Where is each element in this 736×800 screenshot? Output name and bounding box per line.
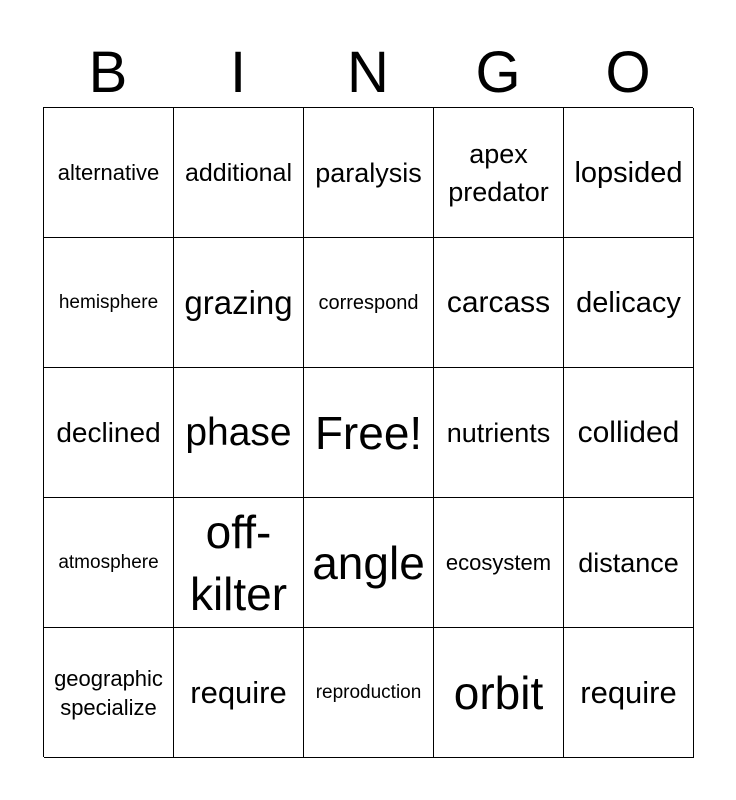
- cell-word: additional: [184, 158, 293, 187]
- bingo-cell-r4-c1[interactable]: [44, 498, 174, 628]
- cell-word: lopsided: [574, 156, 683, 189]
- cell-word: require: [190, 674, 287, 710]
- cell-word: nutrients: [446, 417, 551, 448]
- cell-word: collided: [577, 415, 680, 449]
- header-letter-n: N: [347, 40, 389, 105]
- bingo-cell-r2-c4[interactable]: [434, 238, 564, 368]
- header-letter-g: G: [475, 40, 521, 105]
- cell-word: carcass: [446, 285, 551, 319]
- cell-word: off- kilter: [189, 505, 288, 620]
- bingo-cell-r3-c3[interactable]: [304, 368, 434, 498]
- bingo-cell-r4-c5[interactable]: [564, 498, 694, 628]
- bingo-cell-r1-c3[interactable]: [304, 108, 434, 238]
- bingo-cell-r5-c4[interactable]: [434, 628, 564, 758]
- header-letter-b: B: [88, 40, 128, 105]
- free-space: Free!: [314, 406, 423, 459]
- bingo-cell-r3-c5[interactable]: [564, 368, 694, 498]
- cell-word: reproduction: [315, 681, 422, 703]
- bingo-cell-r1-c4[interactable]: [434, 108, 564, 238]
- cell-word: alternative: [57, 160, 160, 185]
- cell-word: atmosphere: [58, 551, 159, 573]
- bingo-cell-r3-c4[interactable]: [434, 368, 564, 498]
- bingo-cell-r5-c3[interactable]: [304, 628, 434, 758]
- bingo-cell-r4-c4[interactable]: [434, 498, 564, 628]
- cell-word: declined: [56, 416, 161, 448]
- cell-word: angle: [312, 536, 425, 589]
- cell-word: delicacy: [576, 286, 681, 319]
- bingo-cell-r5-c2[interactable]: [174, 628, 304, 758]
- cell-word: geographic specialize: [54, 665, 163, 720]
- cell-word: apex predator: [448, 138, 549, 207]
- cell-word: grazing: [184, 283, 293, 321]
- cell-word: phase: [185, 410, 292, 454]
- bingo-cell-r2-c1[interactable]: [44, 238, 174, 368]
- bingo-cell-r1-c1[interactable]: [44, 108, 174, 238]
- bingo-cell-r5-c5[interactable]: [564, 628, 694, 758]
- bingo-cell-r4-c2[interactable]: [174, 498, 304, 628]
- bingo-cell-r5-c1[interactable]: [44, 628, 174, 758]
- bingo-cell-r2-c2[interactable]: [174, 238, 304, 368]
- header-letter-o: O: [605, 40, 651, 105]
- bingo-cell-r1-c5[interactable]: [564, 108, 694, 238]
- bingo-cell-r2-c3[interactable]: [304, 238, 434, 368]
- cell-word: distance: [578, 547, 679, 578]
- bingo-board: [43, 107, 693, 757]
- bingo-header: [43, 40, 693, 106]
- cell-word: orbit: [453, 666, 544, 719]
- cell-word: paralysis: [315, 157, 422, 188]
- bingo-cell-r3-c2[interactable]: [174, 368, 304, 498]
- bingo-cell-r3-c1[interactable]: [44, 368, 174, 498]
- bingo-cell-r2-c5[interactable]: [564, 238, 694, 368]
- bingo-cell-r1-c2[interactable]: [174, 108, 304, 238]
- cell-word: correspond: [318, 291, 419, 314]
- bingo-cell-r4-c3[interactable]: [304, 498, 434, 628]
- header-letter-i: I: [229, 40, 247, 105]
- cell-word: require: [580, 674, 677, 710]
- cell-word: hemisphere: [58, 291, 159, 313]
- cell-word: ecosystem: [445, 549, 552, 575]
